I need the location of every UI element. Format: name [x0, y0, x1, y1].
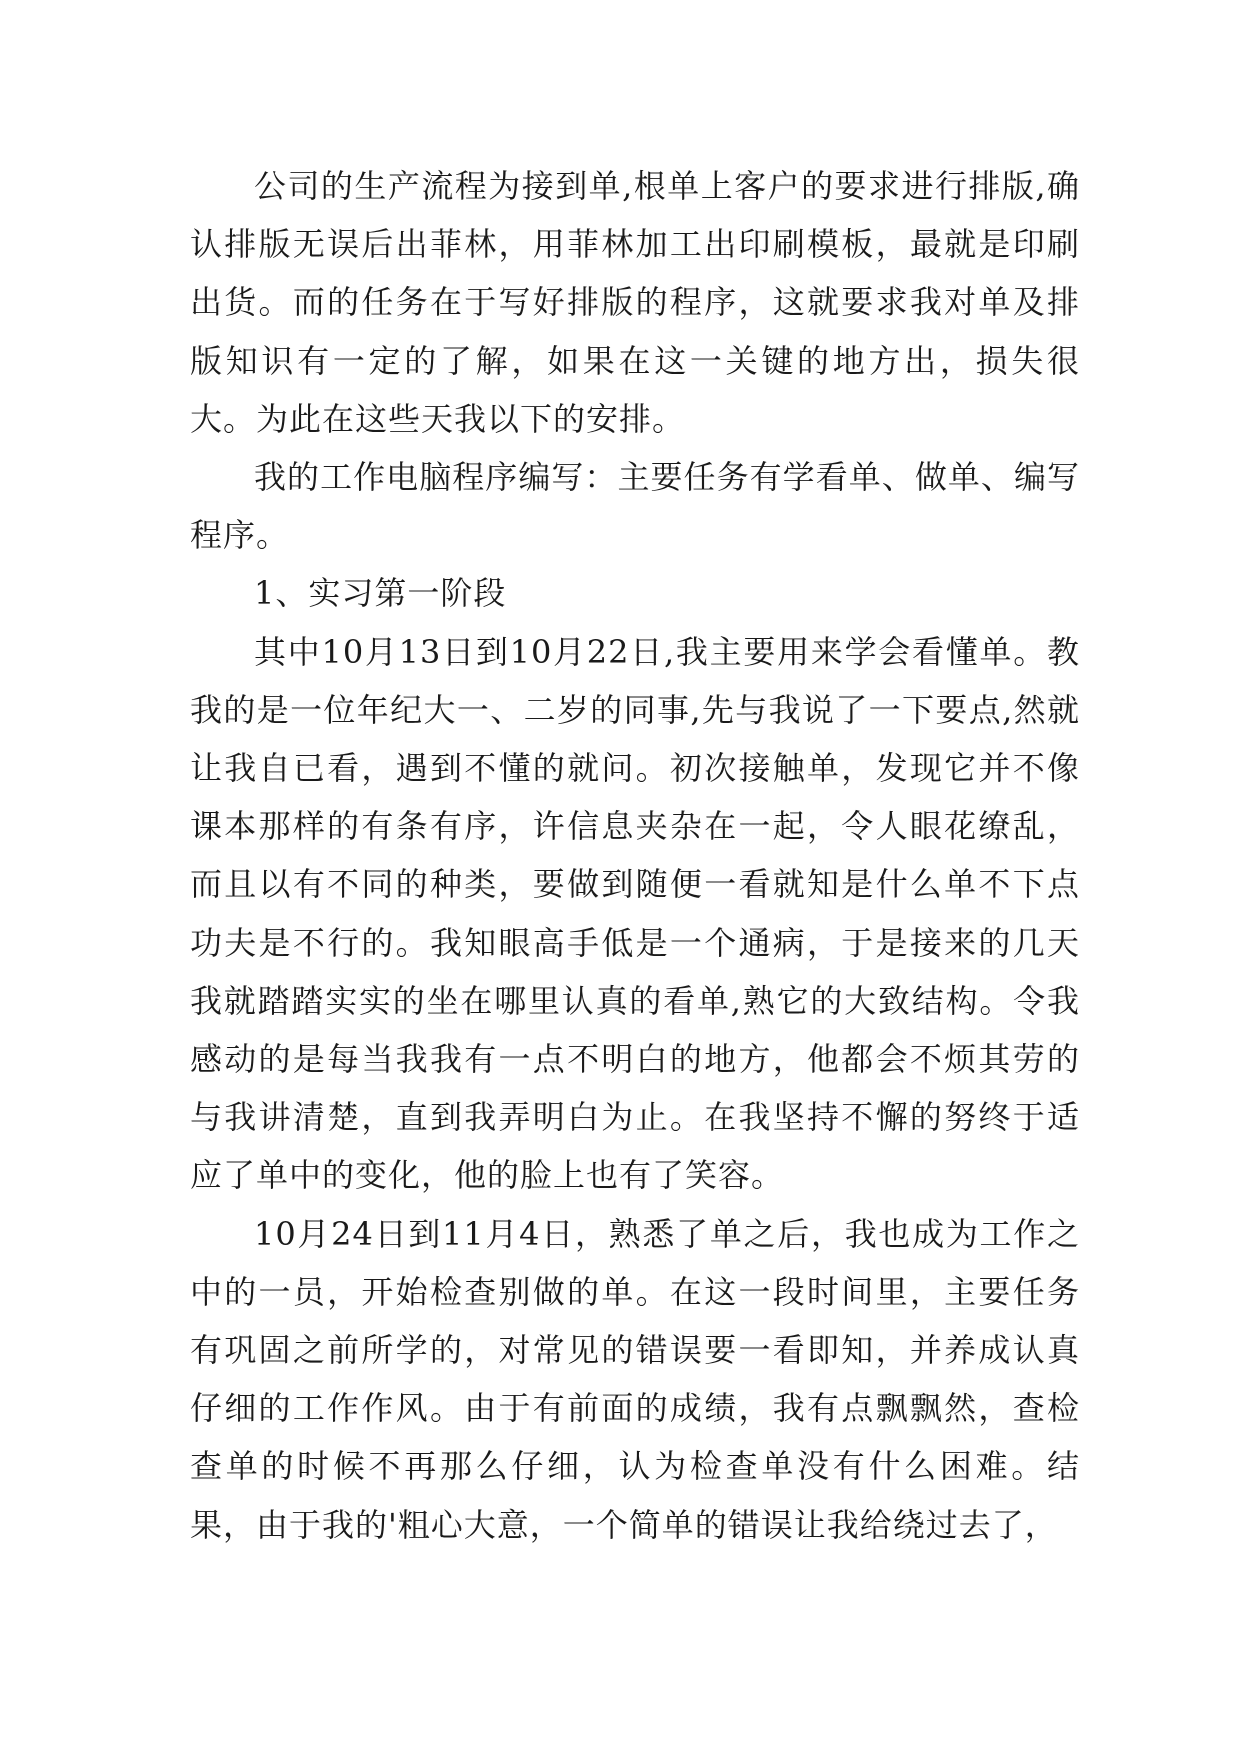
paragraph-checking-orders: 10月24日到11月4日，熟悉了单之后，我也成为工作之中的一员，开始检查别做的单。在这一段时间里，主要任务有巩固之前所学的，对常见的错误要一看即知，并养成认真仔细的工作作风。由于有前面的成绩，我有点飘飘然，查检查单的时候不再那么仔细，认为检查单没有什么困难。结果，由于我的'粗心大意，一个简单的错误让我给绕过去了， — [190, 1214, 1080, 1544]
document-body — [190, 157, 1080, 1554]
paragraph-work-tasks: 我的工作电脑程序编写：主要任务有学看单、做单、编写程序。 — [190, 458, 1080, 555]
paragraph-learning-orders: 其中10月13日到10月22日,我主要用来学会看懂单。教我的是一位年纪大一、二岁的同事,先与我说了一下要点,然就让我自已看，遇到不懂的就问。初次接触单，发现它并不像课本那样的有条有序，许信息夹杂在一起，令人眼花缭乱，而且以有不同的种类，要做到随便一看就知是什么单不下点功夫是不行的。我知眼高手低是一个通病，于是接来的几天我就踏踏实实的坐在哪里认真的看单,熟它的大致结构。令我感动的是每当我我有一点不明白的地方，他都会不烦其劳的与我讲清楚，直到我弄明白为止。在我坚持不懈的努终于适应了单中的变化，他的脸上也有了笑容。 — [190, 632, 1080, 1195]
paragraph-production-process: 公司的生产流程为接到单,根单上客户的要求进行排版,确认排版无误后出菲林，用菲林加工出印刷模板，最就是印刷出货。而的任务在于写好排版的程序，这就要求我对单及排版知识有一定的了解，如果在这一关键的地方出，损失很大。为此在这些天我以下的安排。 — [190, 167, 1080, 438]
section-heading-stage-one: 1、实习第一阶段 — [254, 574, 507, 613]
